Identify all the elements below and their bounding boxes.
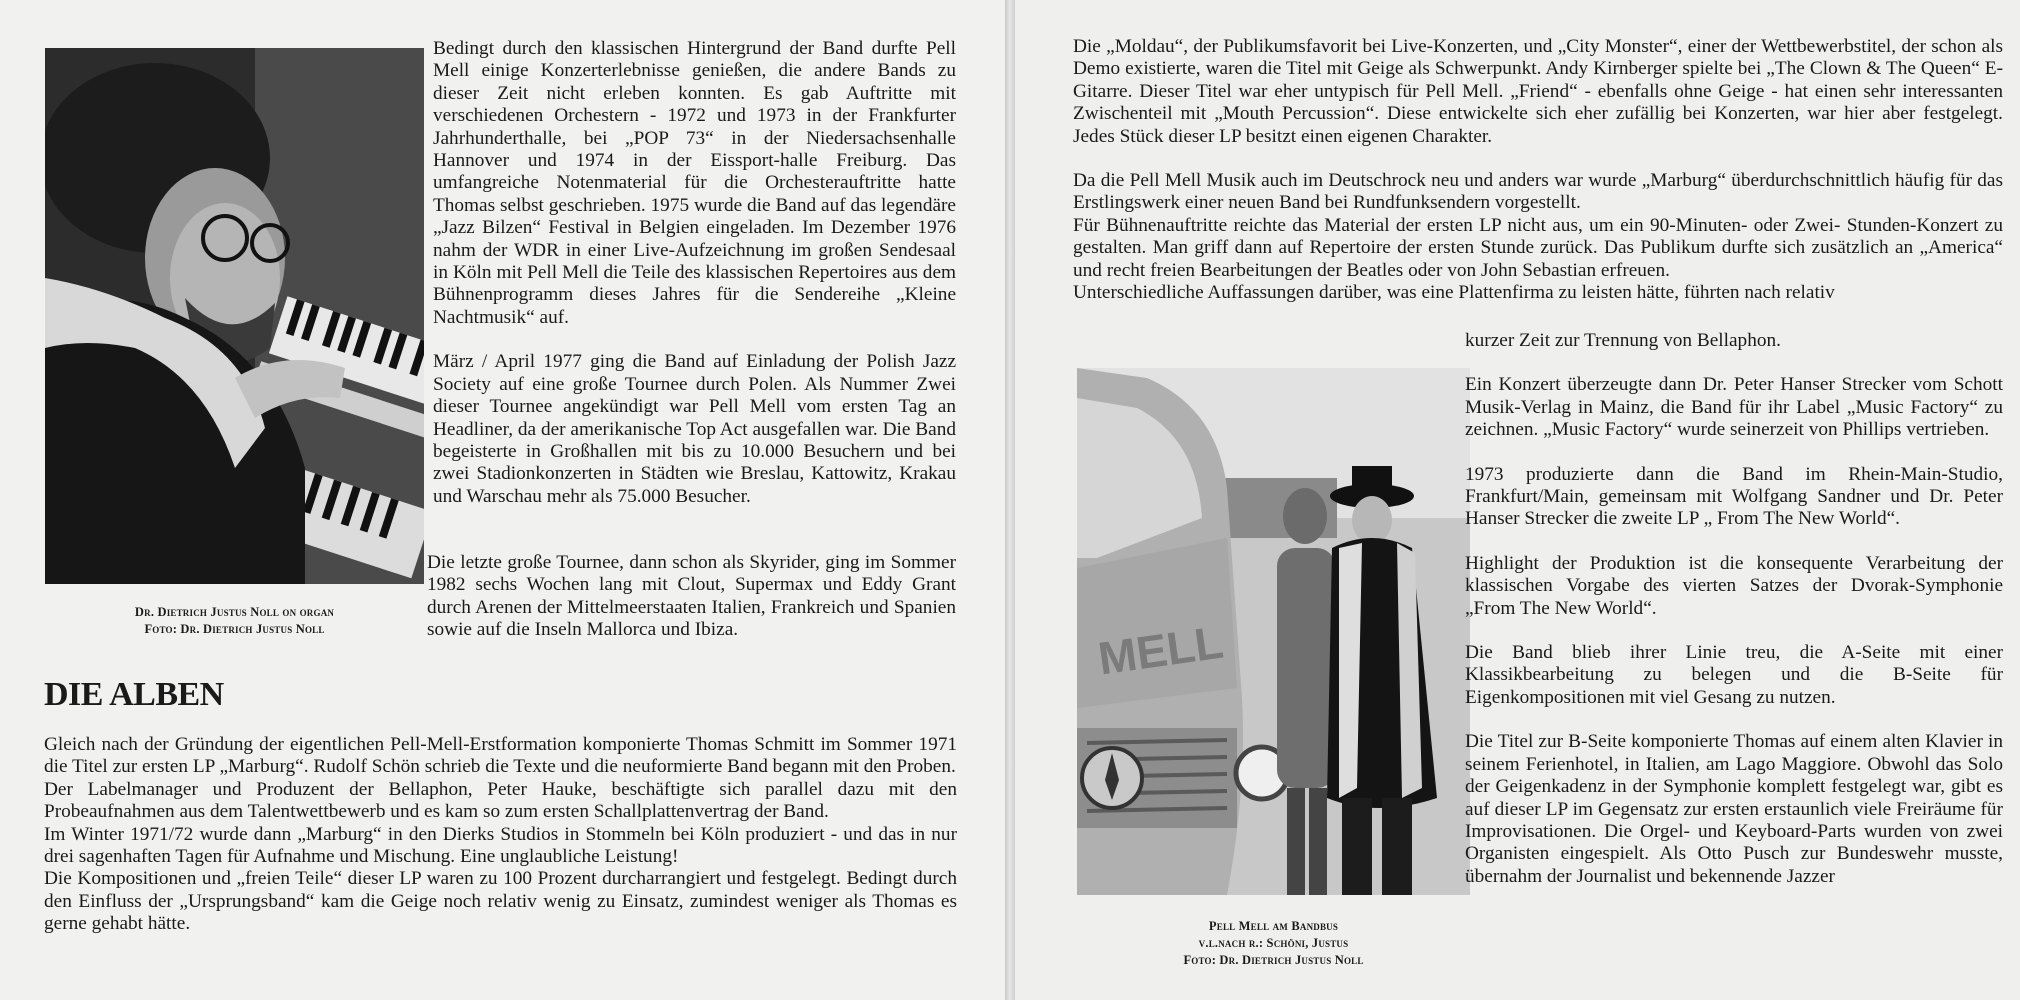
organist-photo-image <box>45 48 424 584</box>
caption-line: v.l.nach r.: Schöni, Justus <box>1198 936 1349 950</box>
bandbus-photo-image <box>1077 368 1470 895</box>
paragraph: Im Winter 1971/72 wurde dann „Marburg“ in den Dierks Studios in Stommeln bei Köln produziert - und das in nur drei sagenhaften Tagen für Aufnahme und Mischung. Eine unglaubliche Leistung! <box>44 823 957 868</box>
paragraph: Highlight der Produktion ist die konsequente Verarbeitung der klassischen Vorgabe des vierten Satzes der Dvorak-Symphonie „From The New World“. <box>1465 552 2003 619</box>
paragraph: Die Kompositionen und „freien Teile“ dieser LP waren zu 100 Prozent durcharrangiert und festgelegt. Bedingt durch den Einfluss der „Ursprungsband“ kam die Geige noch relativ wenig zu Einsatz, zumindest weniger als Thomas es gerne gehabt hätte. <box>44 868 957 935</box>
right-page <box>1015 0 2020 1000</box>
bus-plate-text: MELL <box>1095 615 1227 685</box>
paragraph: Bedingt durch den klassischen Hintergrund der Band durfte Pell Mell einige Konzerterlebnisse genießen, die andere Bands zu dieser Zeit nicht erleben konnten. Es gab Auftritte mit verschiedenen Orchestern - 1972 und 1973 in der Frankfurter Jahrhunderthalle, bei „POP 73“ in der Niedersachsenhalle Hannover und 1974 in der Eissport-halle Freiburg. Das umfangreiche Notenmaterial für die Orchesterauftritte hatte Thomas selbst geschrieben. 1975 wurde die Band auf das legendäre „Jazz Bilzen“ Festival in Belgien eingeladen. Im Dezember 1976 nahm der WDR in einer Live-Aufzeichnung im großen Sendesaal in Köln mit Pell Mell die Teile des klassischen Repertoires aus dem Bühnenprogramm dieses Jahres für die Sendereihe „Kleine Nachtmusik“ auf. <box>433 38 956 328</box>
caption-line: Pell Mell am Bandbus <box>1208 919 1339 933</box>
right-top-text <box>1073 36 2003 304</box>
paragraph: Die Band blieb ihrer Linie treu, die A-Seite mit einer Klassikbearbeitung zu belegen und die B-Seite für Eigenkompositionen mit viel Gesang zu nutzen. <box>1465 642 2003 708</box>
paragraph: März / April 1977 ging die Band auf Einladung der Polish Jazz Society auf eine große Tournee durch Polen. Als Nummer Zwei dieser Tournee angekündigt war Pell Mell vom ersten Tag an Headliner, da der amerikanische Top Act ausgefallen war. Die Band begeisterte in Großhallen mit bis zu 10.000 Besuchern und bei zwei Stadionkonzerten in Städten wie Breslau, Kattowitz, Krakau und Warschau mehr als 75.000 Besucher. <box>433 351 956 507</box>
paragraph: Da die Pell Mell Musik auch im Deutschrock neu und anders war wurde „Marburg“ überdurchschnittlich häufig für das Erstlingswerk einer neuen Band bei Rundfunksendern vorgestellt. <box>1073 170 2003 214</box>
paragraph: Die letzte große Tournee, dann schon als Skyrider, ging im Sommer 1982 sechs Wochen lang mit Clout, Supermax und Eddy Grant durch Arenen der Mittelmeerstaaten Italien, Frankreich und Spanien sowie auf die Inseln Mallorca und Ibiza. <box>427 552 956 641</box>
paragraph: 1973 produzierte dann die Band im Rhein-Main-Studio, Frankfurt/Main, gemeinsam mit Wolfgang Sandner und Dr. Peter Hanser Strecker die zweite LP „ From The New World“. <box>1465 463 2003 530</box>
caption-line: Dr. Dietrich Justus Noll on organ <box>134 605 335 619</box>
caption-line: Foto: Dr. Dietrich Justus Noll <box>1183 953 1364 967</box>
left-page <box>0 0 1005 1000</box>
right-column-text <box>1465 330 2003 888</box>
paragraph: Unterschiedliche Auffassungen darüber, was eine Plattenfirma zu leisten hätte, führten nach relativ <box>1073 282 1835 304</box>
paragraph: Ein Konzert überzeugte dann Dr. Peter Hanser Strecker vom Schott Musik-Verlag in Mainz, die Band für ihr Label „Music Factory“ zu zeichnen. „Music Factory“ wurde seinerzeit von Phillips vertrieben. <box>1465 374 2003 441</box>
paragraph: Der Labelmanager und Produzent der Bellaphon, Peter Hauke, beschäftigte sich parallel dazu mit den Probeaufnahmen aus dem Talentwettbewerb und es kam so zum ersten Schallplattenvertrag der Band. <box>44 778 957 823</box>
section-heading: DIE ALBEN <box>44 676 224 713</box>
paragraph: Für Bühnenauftritte reichte das Material der ersten LP nicht aus, um ein 90-Minuten- oder Zwei- Stunden-Konzert zu gestalten. Man griff dann auf Repertoire der ersten Stunde zurück. Das Publikum durfte sich zusätzlich an „America“ und recht freien Bearbeitungen der Beatles oder von John Sebastian erfreuen. <box>1073 214 2003 281</box>
left-intro-text-wide <box>427 552 956 642</box>
continuation-line: kurzer Zeit zur Trennung von Bellaphon. <box>1465 330 1781 351</box>
organist-photo <box>45 48 424 584</box>
bandbus-photo-caption <box>1077 918 1470 969</box>
alben-text <box>44 734 957 936</box>
book-gutter <box>1005 0 1015 1000</box>
paragraph: Die Titel zur B-Seite komponierte Thomas auf einem alten Klavier in seinem Ferienhotel, in Italien, am Lago Maggiore. Obwohl das Solo der Geigenkadenz in der Symphonie komplett festgelegt war, gibt es auf dieser LP im Gegensatz zur ersten erstaunlich viele Freiräume für Improvisationen. Die Orgel- und Keyboard-Parts wurden von zwei Organisten eingespielt. Als Otto Pusch zur Bundeswehr musste, übernahm der Journalist und bekennende Jazzer <box>1465 731 2003 887</box>
bandbus-photo <box>1077 368 1470 895</box>
paragraph: Die „Moldau“, der Publikumsfavorit bei Live-Konzerten, und „City Monster“, einer der Wettbewerbstitel, der schon als Demo existierte, waren die Titel mit Geige als Schwerpunkt. Andy Kirnberger spielte bei „The Clown & The Queen“ E-Gitarre. Dieser Titel war eher untypisch für Pell Mell. „Friend“ - ebenfalls ohne Geige - hat einen sehr interessanten Zwischenteil mit „Mouth Percussion“. Diese entwickelte sich eher zufällig bei Konzerten, war hier aber festgelegt. Jedes Stück dieser LP besitzt einen eigenen Charakter. <box>1073 36 2003 147</box>
left-intro-text <box>433 38 956 508</box>
organist-photo-caption <box>45 604 424 638</box>
caption-line: Foto: Dr. Dietrich Justus Noll <box>144 622 325 636</box>
paragraph: Gleich nach der Gründung der eigentlichen Pell-Mell-Erstformation komponierte Thomas Schmitt im Sommer 1971 die Titel zur ersten LP „Marburg“. Rudolf Schön schrieb die Texte und die neuformierte Band begann mit den Proben. <box>44 734 957 778</box>
